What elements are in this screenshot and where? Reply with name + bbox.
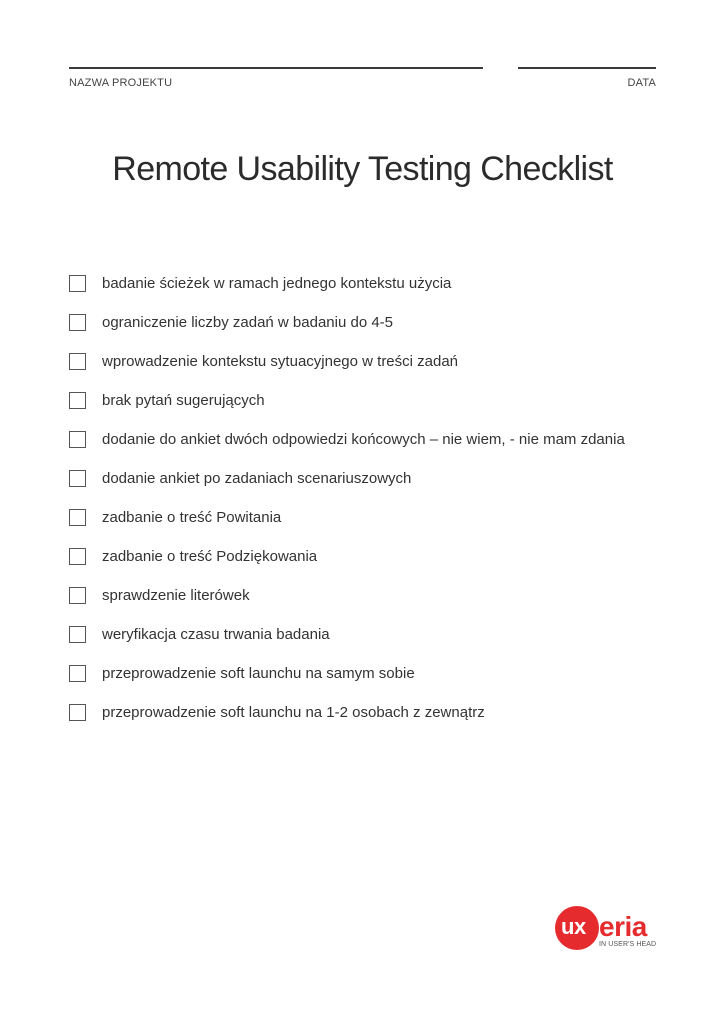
- checkbox[interactable]: [69, 431, 86, 448]
- checkbox[interactable]: [69, 587, 86, 604]
- checklist-item: [69, 615, 669, 654]
- checklist-item-label: ograniczenie liczby zadań w badaniu do 4-5: [102, 314, 394, 331]
- checkbox[interactable]: [69, 509, 86, 526]
- checklist-item: [69, 420, 669, 459]
- checklist-item-label: wprowadzenie kontekstu sytuacyjnego w treści zadań: [102, 353, 459, 370]
- checkbox[interactable]: [69, 353, 86, 370]
- checkbox[interactable]: [69, 470, 86, 487]
- checklist-item-label: zadbanie o treść Podziękowania: [102, 548, 318, 565]
- date-label: DATA: [627, 77, 656, 89]
- checklist-item: [69, 693, 669, 732]
- checklist-item-label: weryfikacja czasu trwania badania: [102, 626, 330, 643]
- logo-tagline: IN USER'S HEAD: [599, 941, 657, 948]
- checklist-item-label: dodanie do ankiet dwóch odpowiedzi końcowych – nie wiem, - nie mam zdania: [102, 431, 625, 448]
- checklist-item: [69, 576, 669, 615]
- checklist: [69, 264, 669, 732]
- checklist-item-label: sprawdzenie literówek: [102, 587, 250, 604]
- checklist-item: [69, 303, 669, 342]
- project-name-label: NAZWA PROJEKTU: [69, 77, 173, 89]
- checklist-item-label: przeprowadzenie soft launchu na samym sobie: [102, 665, 415, 682]
- checklist-item: [69, 459, 669, 498]
- checkbox[interactable]: [69, 392, 86, 409]
- checklist-item: [69, 498, 669, 537]
- checklist-item: [69, 264, 669, 303]
- checklist-item: [69, 537, 669, 576]
- date-line[interactable]: [518, 67, 656, 69]
- checkbox[interactable]: [69, 665, 86, 682]
- uxeria-logo: [555, 906, 665, 956]
- checkbox[interactable]: [69, 626, 86, 643]
- checklist-item: [69, 654, 669, 693]
- checklist-item-label: przeprowadzenie soft launchu na 1-2 osobach z zewnątrz: [102, 704, 485, 721]
- checkbox[interactable]: [69, 704, 86, 721]
- checklist-item: [69, 381, 669, 420]
- project-name-line[interactable]: [69, 67, 483, 69]
- page-title: Remote Usability Testing Checklist: [112, 150, 613, 188]
- checklist-item-label: zadbanie o treść Powitania: [102, 509, 282, 526]
- checkbox[interactable]: [69, 548, 86, 565]
- checklist-item-label: brak pytań sugerujących: [102, 392, 265, 409]
- logo-wordmark: eria: [599, 911, 647, 942]
- checklist-item-label: dodanie ankiet po zadaniach scenariuszowych: [102, 470, 412, 487]
- checkbox[interactable]: [69, 275, 86, 292]
- checklist-item: [69, 342, 669, 381]
- logo-mark-text: ux: [561, 914, 586, 939]
- checklist-item-label: badanie ścieżek w ramach jednego kontekstu użycia: [102, 275, 452, 292]
- checkbox[interactable]: [69, 314, 86, 331]
